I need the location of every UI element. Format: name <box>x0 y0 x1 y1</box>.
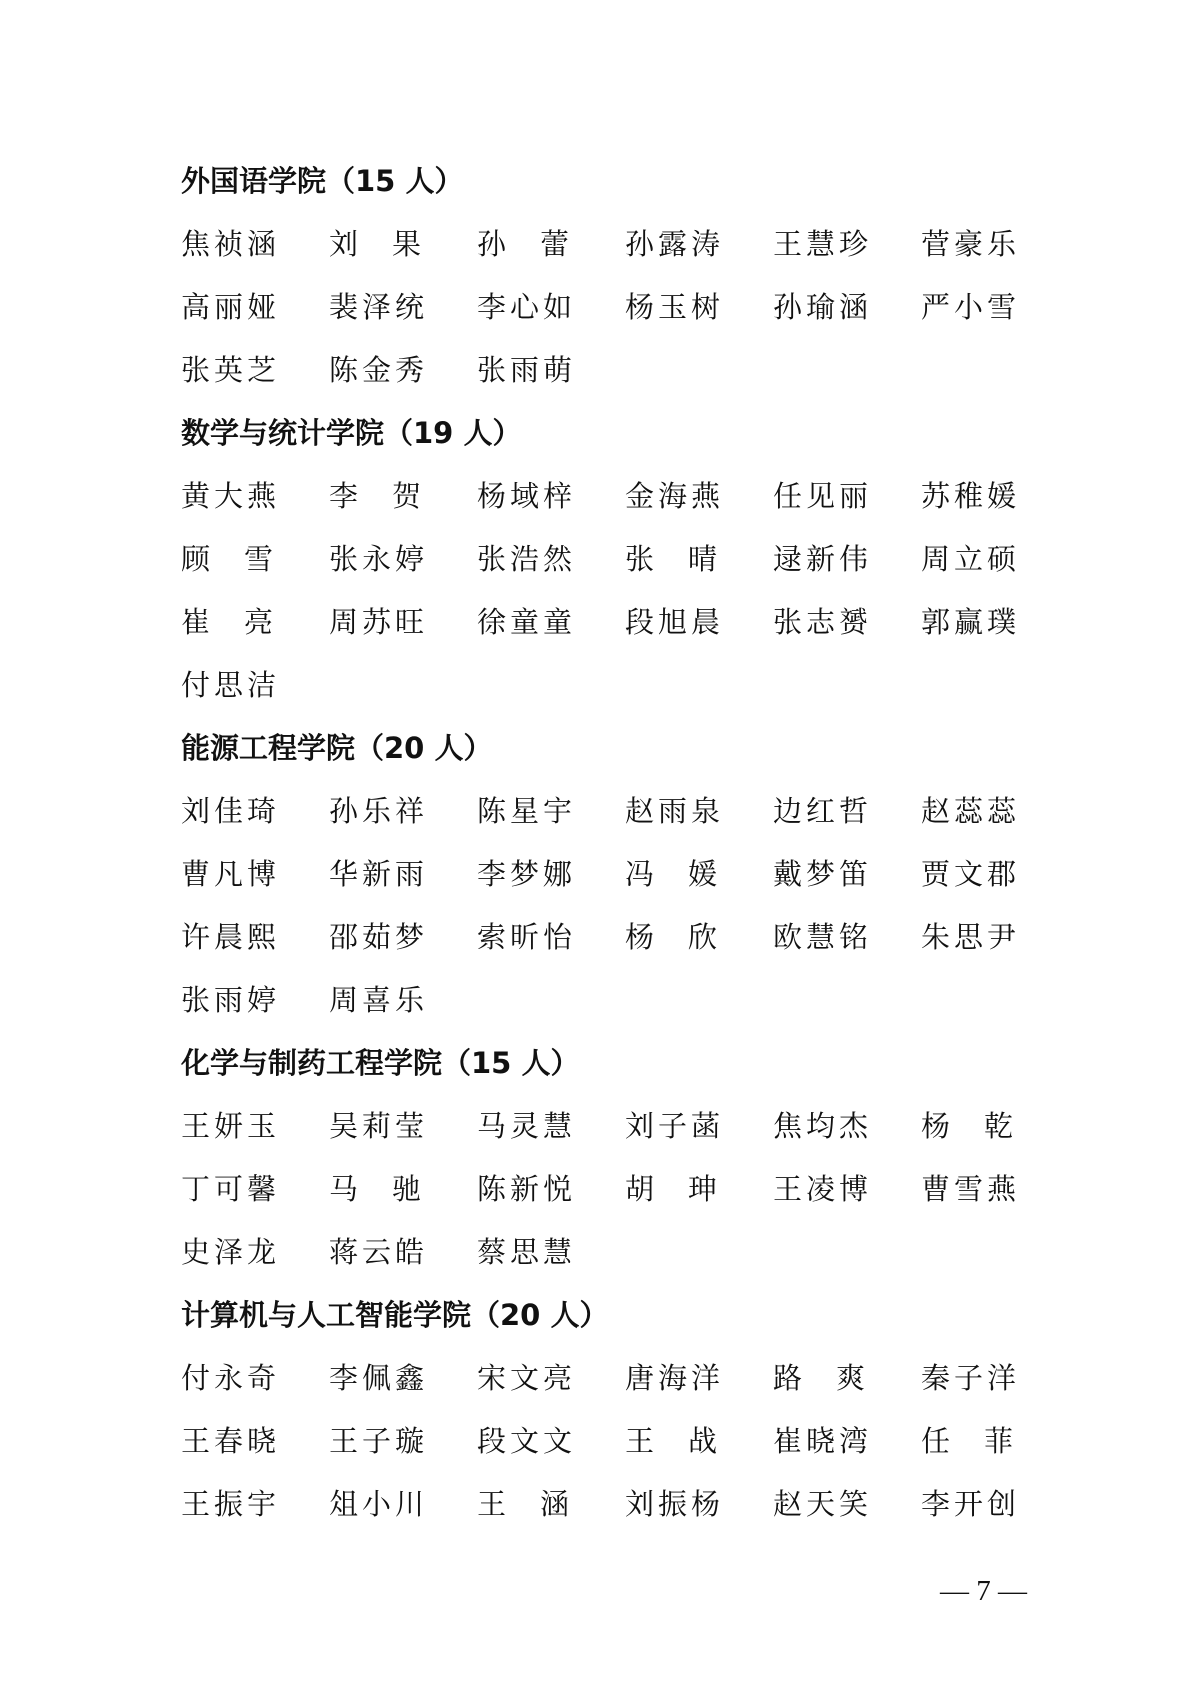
person-name: 逯新伟 <box>773 542 873 576</box>
person-name: 陈金秀 <box>329 353 429 387</box>
person-name <box>625 1410 773 1473</box>
name-row <box>181 654 1041 717</box>
person-name <box>329 465 477 528</box>
section <box>181 1284 1041 1536</box>
section <box>181 402 1041 717</box>
person-name: 戴梦笛 <box>773 857 873 891</box>
person-name: 王子璇 <box>329 1424 429 1458</box>
person-name: 刘振杨 <box>625 1487 725 1521</box>
person-name: 王凌博 <box>773 1172 873 1206</box>
page-number: — 7 — <box>940 1575 1027 1607</box>
person-name <box>477 1473 625 1536</box>
person-name: 李心如 <box>477 290 577 324</box>
person-name: 史泽龙 <box>181 1235 281 1269</box>
person-name: 裴泽统 <box>329 290 429 324</box>
person-name: 陈新悦 <box>477 1172 577 1206</box>
name-char: 亮 <box>243 605 273 639</box>
person-name: 焦祯涵 <box>181 227 281 261</box>
person-name: 张志赟 <box>773 605 873 639</box>
person-name: 欧慧铭 <box>773 920 873 954</box>
document-body <box>181 150 1041 1536</box>
name-char: 张 <box>625 542 655 576</box>
person-name: 张英芝 <box>181 353 281 387</box>
name-char: 孙 <box>477 227 507 261</box>
person-name: 菅豪乐 <box>921 227 1021 261</box>
person-name: 李梦娜 <box>477 857 577 891</box>
name-row <box>181 780 1041 843</box>
person-name: 王春晓 <box>181 1424 281 1458</box>
person-name: 边红哲 <box>773 794 873 828</box>
person-name: 周立硕 <box>921 542 1021 576</box>
person-name: 蔡思慧 <box>477 1235 577 1269</box>
name-char: 刘 <box>329 227 359 261</box>
name-char: 爽 <box>835 1361 865 1395</box>
name-char: 杨 <box>921 1109 951 1143</box>
name-char: 菲 <box>983 1424 1013 1458</box>
name-row <box>181 1158 1041 1221</box>
person-name: 段旭晨 <box>625 605 725 639</box>
person-name: 贾文郡 <box>921 857 1021 891</box>
name-row <box>181 528 1041 591</box>
name-char: 媛 <box>687 857 717 891</box>
person-name <box>921 1410 1069 1473</box>
person-name: 焦均杰 <box>773 1109 873 1143</box>
person-name: 段文文 <box>477 1424 577 1458</box>
person-name: 许晨熙 <box>181 920 281 954</box>
person-name: 朱思尹 <box>921 920 1021 954</box>
person-name: 孙乐祥 <box>329 794 429 828</box>
person-name <box>329 1158 477 1221</box>
person-name <box>773 1347 921 1410</box>
person-name: 孙瑜涵 <box>773 290 873 324</box>
name-char: 胡 <box>625 1172 655 1206</box>
name-char: 蕾 <box>539 227 569 261</box>
name-row <box>181 213 1041 276</box>
name-row <box>181 1410 1041 1473</box>
name-row <box>181 339 1041 402</box>
name-char: 王 <box>625 1424 655 1458</box>
name-char: 马 <box>329 1172 359 1206</box>
person-name: 崔晓湾 <box>773 1424 873 1458</box>
person-name: 王振宇 <box>181 1487 281 1521</box>
person-name <box>625 906 773 969</box>
name-char: 乾 <box>983 1109 1013 1143</box>
name-char: 驰 <box>391 1172 421 1206</box>
person-name <box>921 1095 1069 1158</box>
person-name: 任见丽 <box>773 479 873 513</box>
section <box>181 150 1041 402</box>
section <box>181 1032 1041 1284</box>
person-name: 孙露涛 <box>625 227 725 261</box>
name-char: 任 <box>921 1424 951 1458</box>
person-name <box>477 213 625 276</box>
person-name: 杨玉树 <box>625 290 725 324</box>
person-name: 宋文亮 <box>477 1361 577 1395</box>
person-name: 付永奇 <box>181 1361 281 1395</box>
person-name: 曹凡博 <box>181 857 281 891</box>
section-title: 数学与统计学院（19 人） <box>181 416 522 450</box>
person-name: 刘子菡 <box>625 1109 725 1143</box>
name-char: 果 <box>391 227 421 261</box>
person-name: 郭赢璞 <box>921 605 1021 639</box>
person-name: 高丽娅 <box>181 290 281 324</box>
name-char: 冯 <box>625 857 655 891</box>
name-row <box>181 969 1041 1032</box>
section-title: 化学与制药工程学院（15 人） <box>181 1046 580 1080</box>
name-row <box>181 1347 1041 1410</box>
person-name: 马灵慧 <box>477 1109 577 1143</box>
person-name: 李开创 <box>921 1487 1021 1521</box>
person-name: 华新雨 <box>329 857 429 891</box>
person-name: 王慧珍 <box>773 227 873 261</box>
name-char: 晴 <box>687 542 717 576</box>
person-name: 秦子洋 <box>921 1361 1021 1395</box>
person-name <box>625 528 773 591</box>
section-title: 计算机与人工智能学院（20 人） <box>181 1298 609 1332</box>
section-title: 能源工程学院（20 人） <box>181 731 493 765</box>
person-name: 曹雪燕 <box>921 1172 1021 1206</box>
person-name: 赵雨泉 <box>625 794 725 828</box>
person-name: 周苏旺 <box>329 605 429 639</box>
name-char: 贺 <box>391 479 421 513</box>
name-char: 李 <box>329 479 359 513</box>
person-name: 李佩鑫 <box>329 1361 429 1395</box>
person-name: 杨域梓 <box>477 479 577 513</box>
person-name: 张雨婷 <box>181 983 281 1017</box>
person-name: 黄大燕 <box>181 479 281 513</box>
person-name: 丁可馨 <box>181 1172 281 1206</box>
name-row <box>181 843 1041 906</box>
person-name <box>625 1158 773 1221</box>
person-name <box>329 213 477 276</box>
person-name: 唐海洋 <box>625 1361 725 1395</box>
person-name: 张浩然 <box>477 542 577 576</box>
person-name: 徐童童 <box>477 605 577 639</box>
person-name: 付思洁 <box>181 668 281 702</box>
person-name: 蒋云皓 <box>329 1235 429 1269</box>
person-name: 周喜乐 <box>329 983 429 1017</box>
name-char: 王 <box>477 1487 507 1521</box>
name-row <box>181 1221 1041 1284</box>
person-name: 严小雪 <box>921 290 1021 324</box>
name-char: 崔 <box>181 605 211 639</box>
person-name: 张永婷 <box>329 542 429 576</box>
person-name <box>181 528 329 591</box>
name-row <box>181 1095 1041 1158</box>
person-name: 金海燕 <box>625 479 725 513</box>
name-row <box>181 906 1041 969</box>
person-name: 刘佳琦 <box>181 794 281 828</box>
person-name: 索昕怡 <box>477 920 577 954</box>
section <box>181 717 1041 1032</box>
name-char: 涵 <box>539 1487 569 1521</box>
name-char: 欣 <box>687 920 717 954</box>
person-name: 邵茹梦 <box>329 920 429 954</box>
person-name: 吴莉莹 <box>329 1109 429 1143</box>
person-name <box>625 843 773 906</box>
name-char: 雪 <box>243 542 273 576</box>
person-name: 陈星宇 <box>477 794 577 828</box>
name-char: 杨 <box>625 920 655 954</box>
person-name: 俎小川 <box>329 1487 429 1521</box>
name-char: 珅 <box>687 1172 717 1206</box>
name-char: 战 <box>687 1424 717 1458</box>
person-name <box>181 591 329 654</box>
person-name: 苏稚媛 <box>921 479 1021 513</box>
name-row <box>181 591 1041 654</box>
name-row <box>181 465 1041 528</box>
name-row <box>181 276 1041 339</box>
person-name: 张雨萌 <box>477 353 577 387</box>
person-name: 赵蕊蕊 <box>921 794 1021 828</box>
person-name: 赵天笑 <box>773 1487 873 1521</box>
section-title: 外国语学院（15 人） <box>181 164 464 198</box>
name-row <box>181 1473 1041 1536</box>
name-char: 顾 <box>181 542 211 576</box>
name-char: 路 <box>773 1361 803 1395</box>
person-name: 王妍玉 <box>181 1109 281 1143</box>
